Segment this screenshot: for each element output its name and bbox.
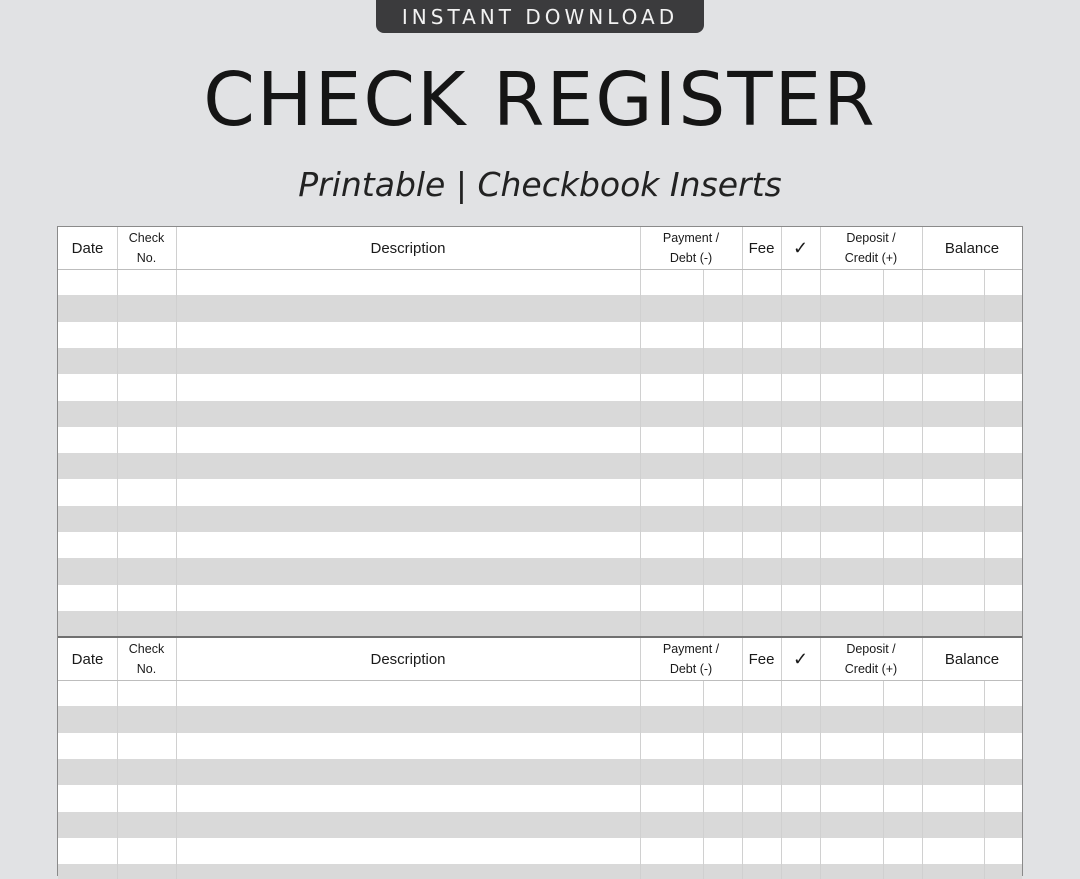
col-header-date: [58, 638, 117, 680]
register-row[interactable]: [58, 611, 1022, 636]
register-row[interactable]: [58, 812, 1022, 838]
col-header-date: [58, 227, 117, 269]
register-section-2: [58, 636, 1022, 879]
col-header-payment-debt-text: Debt (-): [669, 251, 713, 265]
col-header-fee: [742, 227, 781, 269]
col-header-deposit-credit-text: Deposit /: [846, 642, 896, 656]
column-divider: [742, 227, 743, 636]
table-header-row: [58, 638, 1022, 681]
register-row[interactable]: [58, 864, 1022, 879]
col-header-deposit-credit-text: Deposit /: [846, 231, 896, 245]
register-row[interactable]: [58, 558, 1022, 584]
col-header-deposit-credit-text: Credit (+): [844, 251, 898, 265]
register-row[interactable]: [58, 401, 1022, 427]
col-header-balance-text: Balance: [944, 239, 1000, 257]
col-header-balance: [922, 638, 1022, 680]
register-row[interactable]: [58, 506, 1022, 532]
column-divider: [703, 269, 704, 636]
column-divider: [820, 227, 821, 636]
register-row[interactable]: [58, 348, 1022, 374]
col-header-fee-text: Fee: [748, 650, 775, 668]
col-header-check-no-text: Check: [128, 231, 165, 245]
col-header-check-no: [117, 638, 176, 680]
column-divider: [883, 680, 884, 879]
register-row[interactable]: [58, 785, 1022, 811]
column-divider: [781, 227, 782, 636]
col-header-payment-debt-text: Debt (-): [669, 662, 713, 676]
col-header-check-no-text: No.: [136, 662, 157, 676]
register-row[interactable]: [58, 453, 1022, 479]
column-divider: [883, 269, 884, 636]
col-header-payment-debt: [640, 227, 742, 269]
col-header-deposit-credit: [820, 638, 922, 680]
register-row[interactable]: [58, 269, 1022, 295]
register-row[interactable]: [58, 838, 1022, 864]
col-header-check-no-text: No.: [136, 251, 157, 265]
col-header-check-no-text: Check: [128, 642, 165, 656]
column-divider: [703, 680, 704, 879]
col-header-payment-debt-text: Payment /: [662, 642, 720, 656]
col-header-balance: [922, 227, 1022, 269]
page-subtitle: Printable | Checkbook Inserts: [298, 165, 782, 204]
col-header-date-text: Date: [71, 650, 104, 668]
col-header-fee-text: Fee: [748, 239, 775, 257]
col-header-balance-text: Balance: [944, 650, 1000, 668]
check-register-table: [57, 226, 1023, 876]
register-row[interactable]: [58, 295, 1022, 321]
register-row[interactable]: [58, 759, 1022, 785]
col-header-cleared: [781, 638, 820, 680]
col-header-description-text: Description: [370, 650, 446, 668]
col-header-description: [176, 638, 640, 680]
col-header-payment-debt: [640, 638, 742, 680]
instant-download-badge: INSTANT DOWNLOAD: [376, 0, 704, 33]
register-section-1: [58, 227, 1022, 636]
register-row[interactable]: [58, 479, 1022, 505]
register-row[interactable]: [58, 585, 1022, 611]
col-header-check-no: [117, 227, 176, 269]
col-header-fee: [742, 638, 781, 680]
col-header-description: [176, 227, 640, 269]
col-header-deposit-credit-text: Credit (+): [844, 662, 898, 676]
page-title: CHECK REGISTER: [203, 57, 877, 143]
column-divider: [984, 680, 985, 879]
column-divider: [176, 227, 177, 636]
table-header-row: [58, 227, 1022, 270]
register-row[interactable]: [58, 427, 1022, 453]
col-header-description-text: Description: [370, 239, 446, 257]
column-divider: [117, 227, 118, 636]
column-divider: [640, 227, 641, 636]
col-header-deposit-credit: [820, 227, 922, 269]
column-divider: [984, 269, 985, 636]
register-row[interactable]: [58, 532, 1022, 558]
register-row[interactable]: [58, 733, 1022, 759]
col-header-date-text: Date: [71, 239, 104, 257]
col-header-cleared-text: ✓: [792, 237, 809, 258]
col-header-cleared: [781, 227, 820, 269]
col-header-cleared-text: ✓: [792, 648, 809, 669]
register-row[interactable]: [58, 322, 1022, 348]
register-row[interactable]: [58, 680, 1022, 706]
col-header-payment-debt-text: Payment /: [662, 231, 720, 245]
register-row[interactable]: [58, 706, 1022, 732]
column-divider: [922, 227, 923, 636]
register-row[interactable]: [58, 374, 1022, 400]
